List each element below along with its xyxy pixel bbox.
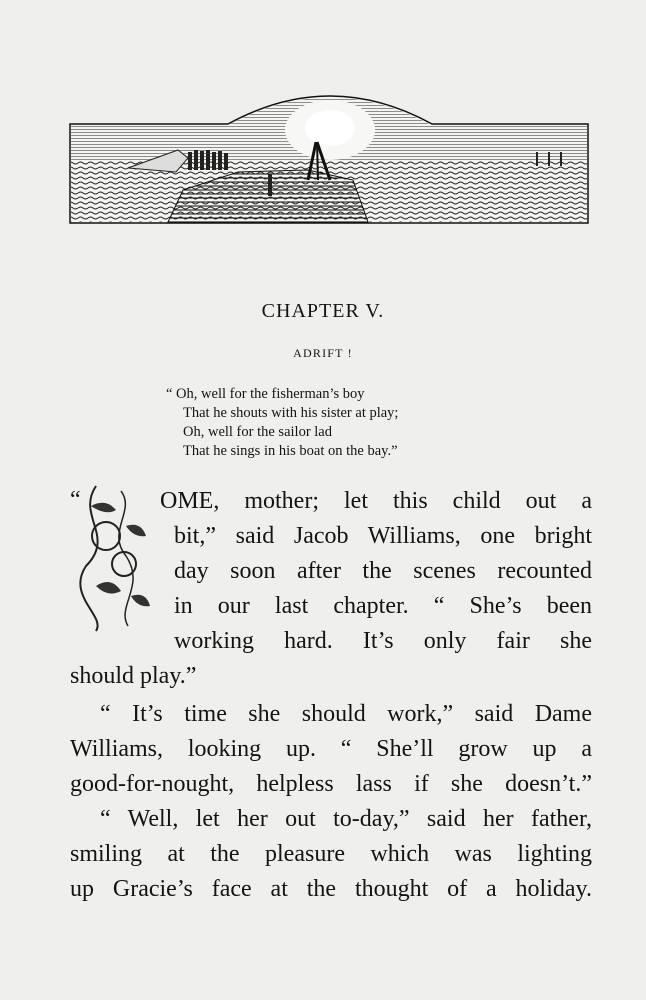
epigraph <box>166 385 496 461</box>
paragraph-line: in our last chapter. “ She’s been <box>174 593 592 619</box>
chapter-subtitle: ADRIFT ! <box>293 346 353 360</box>
paragraph-line: “ It’s time she should work,” said Dame <box>100 701 592 727</box>
opening-quote: “ <box>70 487 81 513</box>
paragraph-line: good-for-nought, helpless lass if she doesn’t.” <box>70 771 592 797</box>
headpiece-illustration <box>68 80 590 226</box>
paragraph-line: day soon after the scenes recounted <box>174 558 592 584</box>
epigraph-line: That he sings in his boat on the bay.” <box>183 443 398 459</box>
epigraph-line: “ Oh, well for the fisherman’s boy <box>166 386 365 402</box>
chapter-title: CHAPTER V. <box>261 300 385 322</box>
paragraph-line: up Gracie’s face at the thought of a holiday. <box>70 876 592 902</box>
paragraph-line: smiling at the pleasure which was lighting <box>70 841 592 867</box>
paragraph-line: working hard. It’s only fair she <box>174 628 592 654</box>
paragraph-line: Williams, looking up. “ She’ll grow up a <box>70 736 592 762</box>
epigraph-line: Oh, well for the sailor lad <box>183 424 332 440</box>
paragraph-line: “ Well, let her out to-day,” said her father, <box>100 806 592 832</box>
paragraph-line: OME, mother; let this child out a <box>160 488 592 514</box>
paragraph-line: bit,” said Jacob Williams, one bright <box>174 523 592 549</box>
epigraph-line: That he shouts with his sister at play; <box>183 405 399 421</box>
floral-ornament <box>66 476 166 636</box>
paragraph-line: should play.” <box>70 663 197 689</box>
